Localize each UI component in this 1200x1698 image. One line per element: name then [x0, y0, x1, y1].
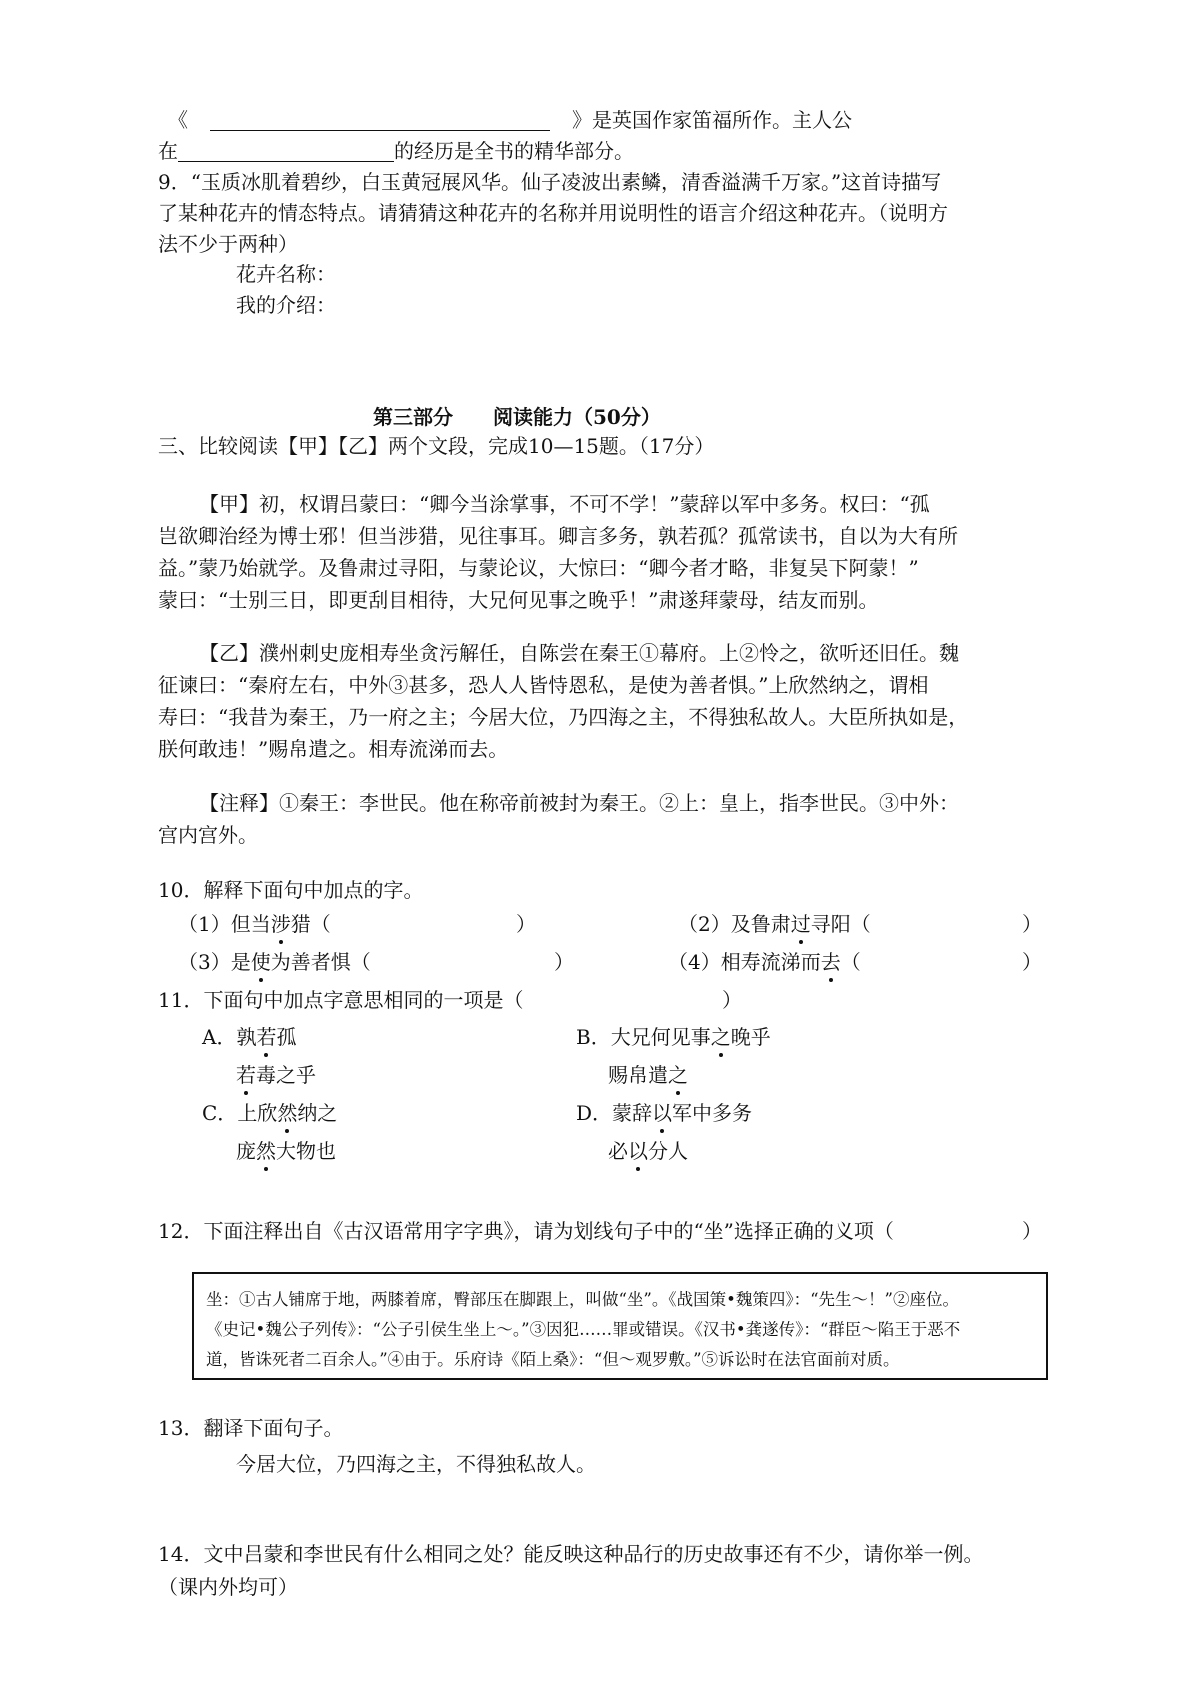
q14-line1: 14．文中吕蒙和李世民有什么相同之处？能反映这种品行的历史故事还有不少，请你举一例。	[158, 1542, 984, 1566]
q13-title: 13．翻译下面句子。	[158, 1416, 344, 1440]
q8-line2-end: 的经历是全书的精华部分。	[394, 139, 634, 163]
q10-item-1-close: ）	[516, 912, 536, 936]
q12-close: ）	[1022, 1219, 1042, 1243]
q11-option-c-line2: 庞然大物也	[236, 1139, 336, 1163]
part3-title: 第三部分 阅读能力（50分）	[373, 405, 661, 429]
q11-title: 11．下面句中加点字意思相同的一项是（	[158, 988, 524, 1012]
notes-line2: 宫内宫外。	[158, 823, 258, 847]
q11-option-b-line2: 赐帛遣之	[608, 1063, 688, 1087]
q14-line2: （课内外均可）	[158, 1575, 298, 1599]
dictionary-definition-box	[192, 1272, 1048, 1380]
q11-option-a[interactable]: A．孰若孤	[202, 1025, 297, 1049]
section-intro: 三、比较阅读【甲】【乙】两个文段，完成10—15题。（17分）	[158, 434, 715, 458]
q11-option-d-line2: 必以分人	[608, 1139, 688, 1163]
definition-line: 道，皆诛死者二百余人。”④由于。乐府诗《陌上桑》：“但～观罗敷。”⑤诉讼时在法官面前对质。	[206, 1350, 900, 1369]
definition-line: 坐：①古人铺席于地，两膝着席，臀部压在脚跟上，叫做“坐”。《战国策•魏策四》：“先生～！”②座位。	[206, 1290, 959, 1309]
flower-name-label: 花卉名称：	[236, 262, 336, 286]
q9-line2: 了某种花卉的情态特点。请猜猜这种花卉的名称并用说明性的语言介绍这种花卉。（说明方	[158, 201, 948, 225]
q11-close: ）	[722, 988, 742, 1012]
q11-option-b[interactable]: B．大兄何见事之晚乎	[576, 1025, 771, 1049]
q8-line2-start: 在	[158, 139, 178, 163]
q9-line3: 法不少于两种）	[158, 232, 298, 256]
q11-option-d[interactable]: D．蒙辞以军中多务	[576, 1101, 753, 1125]
q11-option-a-line2: 若毒之乎	[236, 1063, 316, 1087]
definition-line: 《史记•魏公子列传》：“公子引侯生坐上～。”③因犯……罪或错误。《汉书•龚遂传》：“群臣～陷王于恶不	[206, 1320, 961, 1339]
yi-line: 【乙】濮州刺史庞相寿坐贪污解任，自陈尝在秦王①幕府。上②怜之，欲听还旧任。魏	[199, 641, 959, 665]
q10-item-2: （2）及鲁肃过寻阳（	[678, 912, 871, 936]
book-title-blank[interactable]	[210, 130, 550, 131]
q8-line2	[158, 137, 634, 165]
q11-option-c[interactable]: C．上欣然纳之	[202, 1101, 338, 1125]
q10-item-3: （3）是使为善者惧（	[178, 950, 371, 974]
q10-item-4: （4）相寿流涕而去（	[668, 950, 861, 974]
q10-item-3-close: ）	[554, 950, 574, 974]
yi-line: 朕何敢违！”赐帛遣之。相寿流涕而去。	[158, 737, 509, 761]
jia-line: 岂欲卿治经为博士邪！但当涉猎，见往事耳。卿言多务，孰若孤？孤常读书，自以为大有所	[158, 524, 958, 548]
q10-title: 10．解释下面句中加点的字。	[158, 878, 424, 902]
jia-line: 蒙曰：“士别三日，即更刮目相待，大兄何见事之晚乎！”肃遂拜蒙母，结友而别。	[158, 588, 879, 612]
protagonist-location-blank[interactable]	[178, 161, 394, 162]
q8-close-text: 》是英国作家笛福所作。主人公	[572, 108, 852, 132]
q12-title: 12．下面注释出自《古汉语常用字字典》，请为划线句子中的“坐”选择正确的义项（	[158, 1219, 894, 1243]
q10-item-1: （1）但当涉猎（	[178, 912, 331, 936]
my-intro-label: 我的介绍：	[236, 293, 336, 317]
q13-sentence: 今居大位，乃四海之主，不得独私故人。	[236, 1452, 596, 1476]
jia-line: 【甲】初，权谓吕蒙曰：“卿今当涂掌事，不可不学！”蒙辞以军中多务。权曰：“孤	[199, 492, 930, 516]
q8-open-quote: 《	[168, 108, 188, 132]
yi-line: 寿曰：“我昔为秦王，乃一府之主；今居大位，乃四海之主，不得独私故人。大臣所执如是，	[158, 705, 969, 729]
yi-line: 征谏曰：“秦府左右，中外③甚多，恐人人皆恃恩私，是使为善者惧。”上欣然纳之，谓相	[158, 673, 929, 697]
q9-line1: 9．“玉质冰肌着碧纱，白玉黄冠展风华。仙子凌波出素鳞，清香溢满千万家。”这首诗描写	[158, 170, 942, 194]
q10-item-4-close: ）	[1022, 950, 1042, 974]
jia-line: 益。”蒙乃始就学。及鲁肃过寻阳，与蒙论议，大惊曰：“卿今者才略，非复吴下阿蒙！”	[158, 556, 919, 580]
q8-line1	[168, 106, 852, 134]
q10-item-2-close: ）	[1022, 912, 1042, 936]
notes-line1: 【注释】①秦王：李世民。他在称帝前被封为秦王。②上：皇上，指李世民。③中外：	[199, 791, 959, 815]
